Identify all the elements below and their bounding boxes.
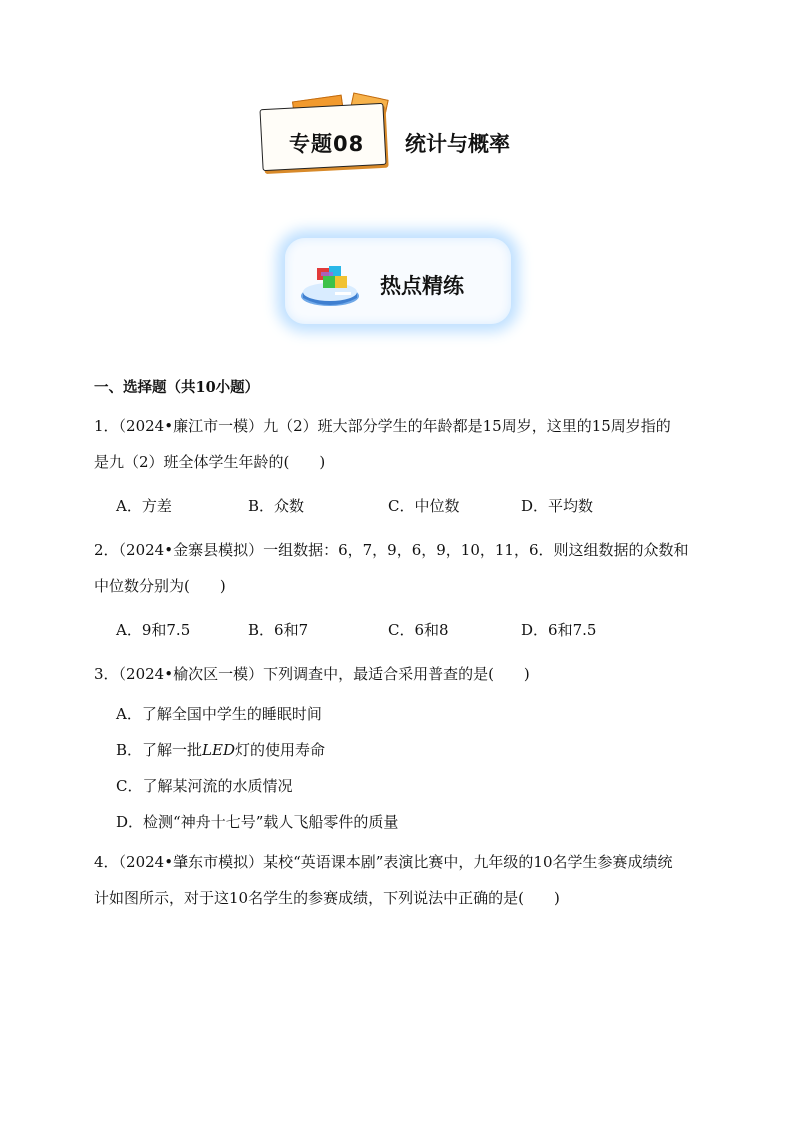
question-4 [94, 844, 706, 916]
question-2-options [94, 612, 706, 648]
option-a: A．9和7.5 [116, 621, 191, 639]
option-b-text: B．了解一批 [116, 741, 203, 759]
title-banner [255, 98, 545, 178]
option-b: B．众数 [248, 497, 305, 515]
question-4-line-2: 计如图所示，对于这10名学生的参赛成绩，下列说法中正确的是( ) [94, 889, 560, 907]
topic-title: 统计与概率 [405, 132, 510, 156]
option-d: D．6和7.5 [521, 621, 597, 639]
option-b [116, 736, 706, 764]
question-1-options [94, 488, 706, 524]
option-a: A．方差 [116, 497, 172, 515]
option-c: C．中位数 [388, 497, 460, 515]
topic-number: 专题08 [289, 132, 365, 156]
option-c: C．了解某河流的水质情况 [116, 777, 293, 795]
hot-practice-label: 热点精练 [380, 274, 464, 298]
question-3-options [94, 700, 706, 836]
question-content [94, 370, 706, 916]
option-d: D．检测“神舟十七号”载人飞船零件的质量 [116, 813, 399, 831]
data-cubes-icon [299, 254, 361, 310]
option-d: D．平均数 [521, 497, 594, 515]
option-b-led: LED [202, 741, 235, 759]
question-2-line-1: 2．（2024•金寨县模拟）一组数据：6，7，9，6，9，10，11，6．则这组数据的众数和 [94, 541, 689, 559]
option-c: C．6和8 [388, 621, 449, 639]
question-4-line-1: 4．（2024•肇东市模拟）某校“英语课本剧”表演比赛中，九年级的10名学生参赛成绩统 [94, 853, 673, 871]
question-2-line-2: 中位数分别为( ) [94, 577, 226, 595]
question-1-line-1: 1．（2024•廉江市一模）九（2）班大部分学生的年龄都是15周岁，这里的15周岁指的 [94, 417, 671, 435]
question-2 [94, 532, 706, 648]
option-b: B．6和7 [248, 621, 309, 639]
option-a: A．了解全国中学生的睡眠时间 [116, 705, 322, 723]
question-1 [94, 408, 706, 524]
question-3-line-1: 3．（2024•榆次区一模）下列调查中，最适合采用普查的是( ) [94, 665, 530, 683]
question-3 [94, 656, 706, 836]
hot-practice-badge [285, 238, 511, 324]
section-heading: 一、选择题（共10小题） [94, 379, 260, 396]
question-1-line-2: 是九（2）班全体学生年龄的( ) [94, 453, 326, 471]
option-b-tail: 灯的使用寿命 [234, 741, 325, 759]
